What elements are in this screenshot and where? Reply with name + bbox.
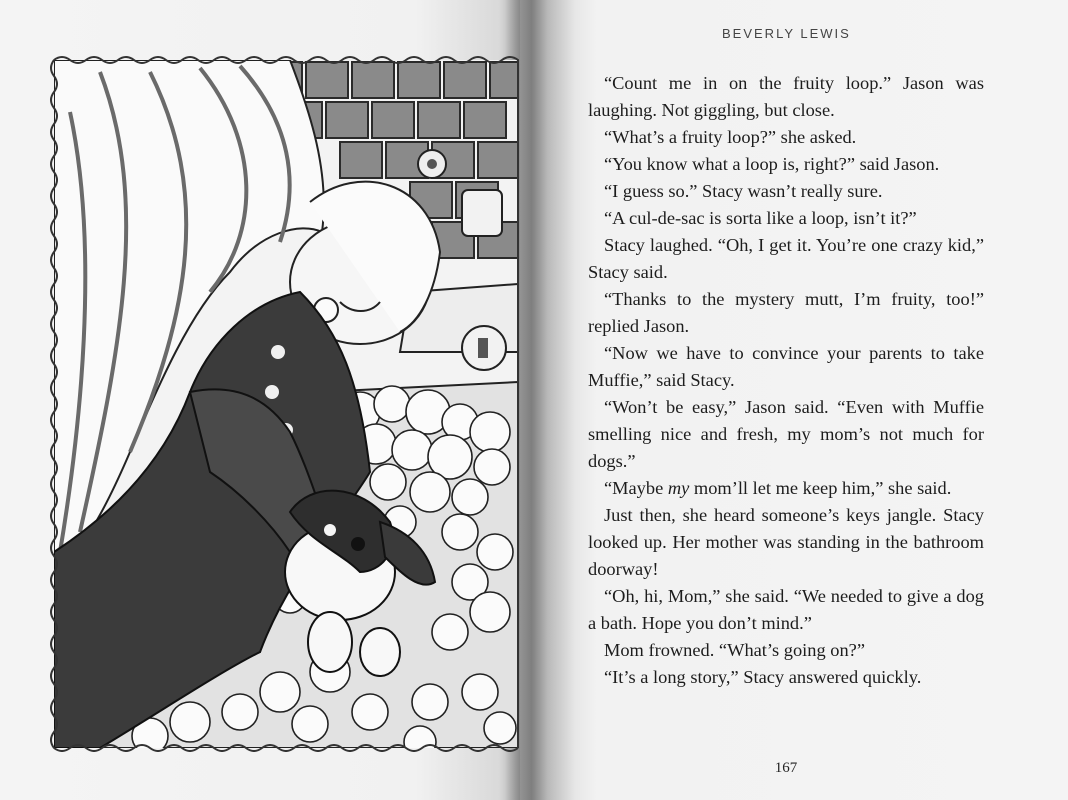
paragraph: Mom frowned. “What’s going on?” [604, 640, 865, 660]
paragraph: “What’s a fruity loop?” she asked. [604, 127, 857, 147]
paragraph: Stacy laughed. “Oh, I get it. You’re one crazy kid,” Stacy said. [588, 235, 984, 282]
paragraph: Just then, she heard someone’s keys jangle. Stacy looked up. Her mother was standing in the bathroom doorway! [588, 505, 984, 579]
page-number: 167 [774, 760, 798, 776]
paragraph [588, 475, 984, 502]
paragraph: “Won’t be easy,” Jason said. “Even with Muffie smelling nice and fresh, my mom’s not much for dogs.” [588, 397, 984, 471]
body-text [588, 70, 984, 691]
paragraph: “I guess so.” Stacy wasn’t really sure. [604, 181, 883, 201]
paragraph: “It’s a long story,” Stacy answered quickly. [604, 667, 922, 687]
running-head: BEVERLY LEWIS [722, 26, 851, 41]
text-fragment: mom’ll let me keep him,” she said. [689, 478, 952, 498]
paragraph: “Count me in on the fruity loop.” Jason was laughing. Not giggling, but close. [588, 73, 984, 120]
emphasis-text: my [667, 478, 690, 498]
text-fragment: “Maybe [604, 478, 668, 498]
paragraph: “Oh, hi, Mom,” she said. “We needed to give a dog a bath. Hope you don’t mind.” [588, 586, 984, 633]
paragraph: “Now we have to convince your parents to take Muffie,” said Stacy. [588, 343, 984, 390]
paragraph: “A cul-de-sac is sorta like a loop, isn’t it?” [604, 208, 917, 228]
paragraph: “You know what a loop is, right?” said Jason. [604, 154, 940, 174]
paragraph: “Thanks to the mystery mutt, I’m fruity, too!” replied Jason. [588, 289, 984, 336]
illustration-girl-bathing-dog [40, 52, 522, 752]
